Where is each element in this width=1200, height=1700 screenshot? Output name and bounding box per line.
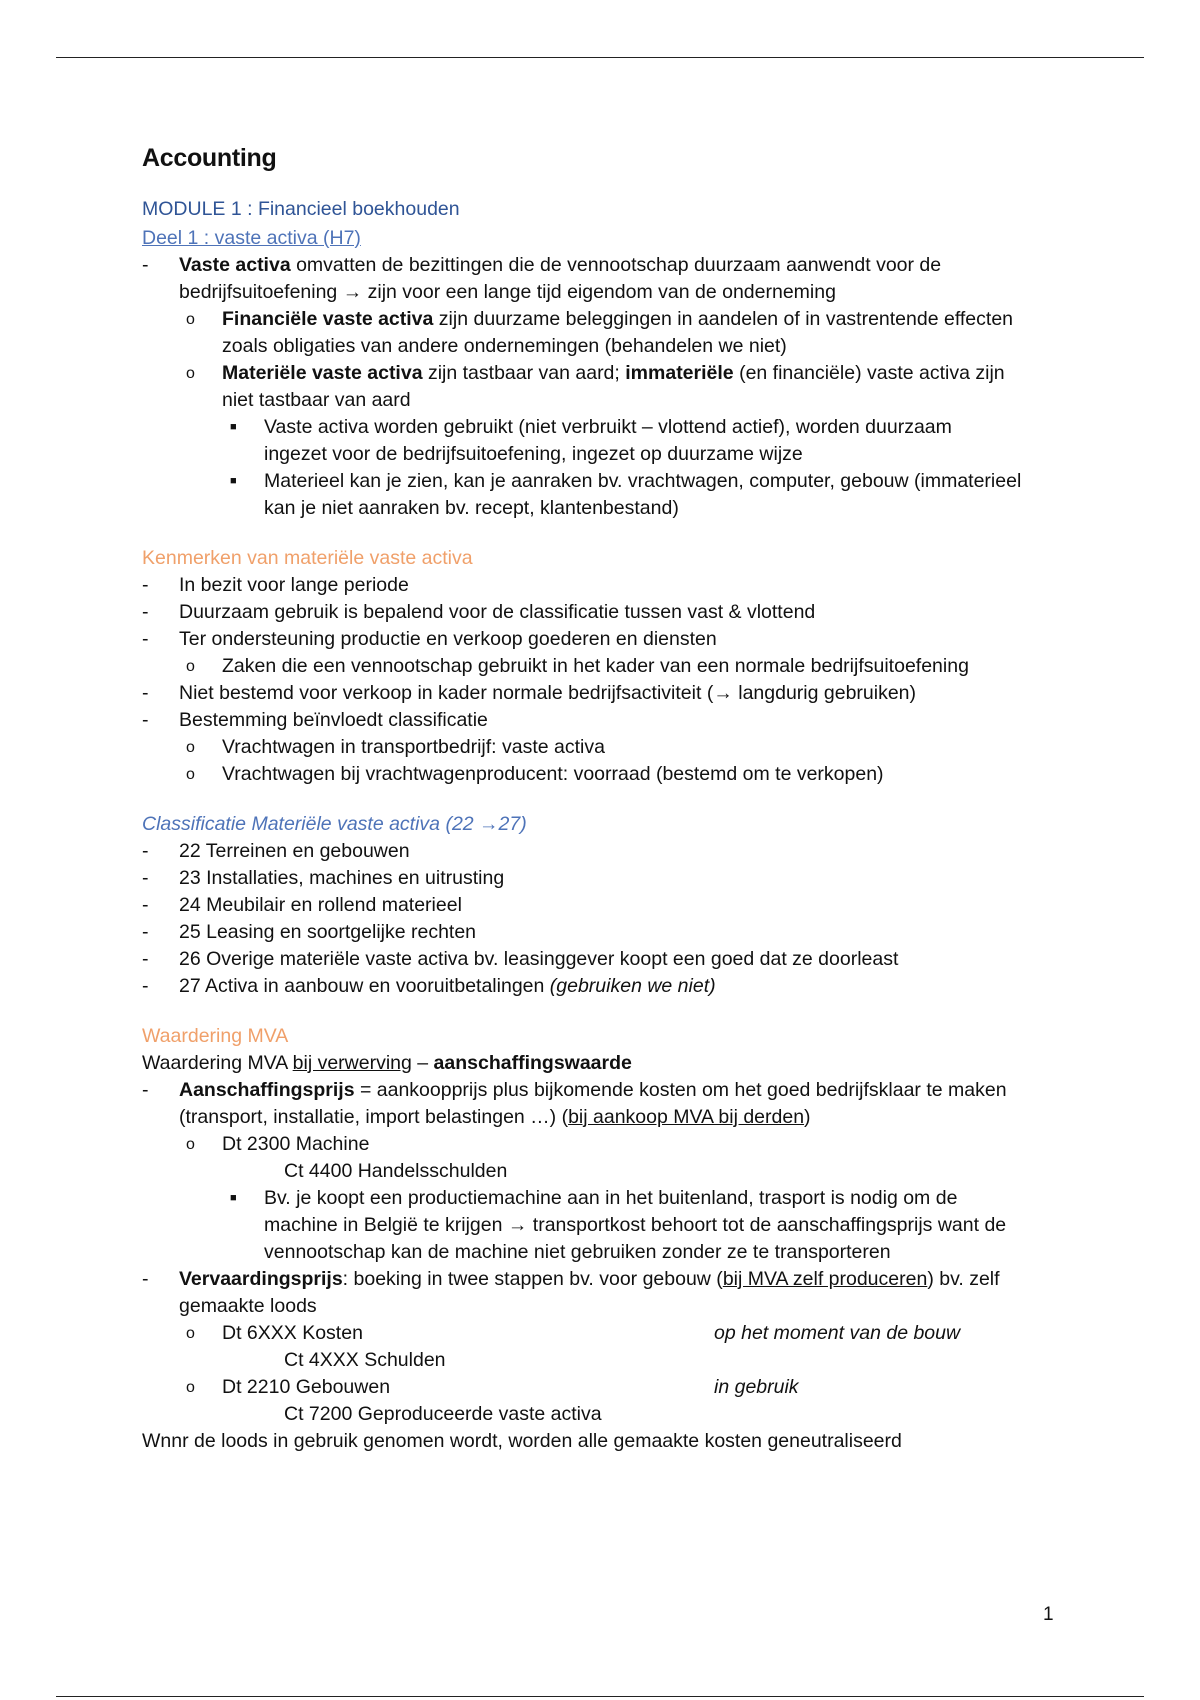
list-item: - Niet bestemd voor verkoop in kader normale bedrijfsactiviteit (→ langdurig gebruiken) — [142, 680, 1082, 707]
part-heading: Deel 1 : vaste activa (H7) — [142, 227, 361, 249]
circle-bullet: o — [186, 739, 195, 756]
dash-bullet: - — [142, 867, 149, 889]
document-title: Accounting — [142, 144, 277, 172]
dash-bullet: - — [142, 894, 149, 916]
list-item-continuation: niet tastbaar van aard — [222, 389, 411, 411]
list-item: o Financiële vaste activa zijn duurzame beleggingen in aandelen of in vastrentende effecten — [142, 306, 1082, 333]
dash-bullet: - — [142, 709, 149, 731]
list-item: - 26 Overige materiële vaste activa bv. leasinggever koopt een goed dat ze doorleast — [142, 946, 1082, 973]
list-item-continuation: vennootschap kan de machine niet gebruiken zonder ze te transporteren — [264, 1241, 891, 1263]
list-item: - 22 Terreinen en gebouwen — [142, 838, 1082, 865]
dash-bullet: - — [142, 921, 149, 943]
circle-bullet: o — [186, 311, 195, 328]
list-item: ■ Materieel kan je zien, kan je aanraken bv. vrachtwagen, computer, gebouw (immaterieel — [142, 468, 1082, 495]
list-item: o Materiële vaste activa zijn tastbaar van aard; immateriële (en financiële) vaste activa zijn — [142, 360, 1082, 387]
list-item-continuation: gemaakte loods — [179, 1295, 317, 1317]
page-number: 1 — [1043, 1604, 1054, 1625]
journal-entry-debit: o Dt 2300 Machine — [142, 1131, 1082, 1158]
list-item: - Ter ondersteuning productie en verkoop goederen en diensten — [142, 626, 1082, 653]
square-bullet: ■ — [230, 475, 237, 487]
dash-bullet: - — [142, 1268, 149, 1290]
list-item: - 24 Meubilair en rollend materieel — [142, 892, 1082, 919]
header-rule — [56, 57, 1144, 58]
journal-entry-credit: Ct 4XXX Schulden — [284, 1349, 446, 1371]
list-item: o Vrachtwagen in transportbedrijf: vaste activa — [142, 734, 1082, 761]
journal-entry-debit: o Dt 6XXX Kosten op het moment van de bouw — [142, 1320, 1082, 1347]
dash-bullet: - — [142, 948, 149, 970]
circle-bullet: o — [186, 766, 195, 783]
dash-bullet: - — [142, 254, 149, 276]
circle-bullet: o — [186, 1136, 195, 1153]
dash-bullet: - — [142, 682, 149, 704]
section-heading-kenmerken: Kenmerken van materiële vaste activa — [142, 547, 473, 569]
document-body — [142, 144, 1082, 1455]
paragraph: Waardering MVA bij verwerving – aanschaffingswaarde — [142, 1052, 632, 1074]
journal-note: in gebruik — [714, 1376, 799, 1398]
list-item: - 25 Leasing en soortgelijke rechten — [142, 919, 1082, 946]
list-item: - Aanschaffingsprijs = aankoopprijs plus bijkomende kosten om het goed bedrijfsklaar te maken — [142, 1077, 1082, 1104]
list-item: o Vrachtwagen bij vrachtwagenproducent: voorraad (bestemd om te verkopen) — [142, 761, 1082, 788]
list-item: o Zaken die een vennootschap gebruikt in het kader van een normale bedrijfsuitoefening — [142, 653, 1082, 680]
square-bullet: ■ — [230, 1192, 237, 1204]
list-item: - 27 Activa in aanbouw en vooruitbetalingen (gebruiken we niet) — [142, 973, 1082, 1000]
circle-bullet: o — [186, 365, 195, 382]
list-item-continuation: ingezet voor de bedrijfsuitoefening, ingezet op duurzame wijze — [264, 443, 803, 465]
list-item-continuation: kan je niet aanraken bv. recept, klantenbestand) — [264, 497, 679, 519]
dash-bullet: - — [142, 574, 149, 596]
list-item: - In bezit voor lange periode — [142, 572, 1082, 599]
circle-bullet: o — [186, 1325, 195, 1342]
journal-note: op het moment van de bouw — [714, 1322, 961, 1344]
square-bullet: ■ — [230, 421, 237, 433]
list-item-continuation: machine in België te krijgen → transportkost behoort tot de aanschaffingsprijs want de — [264, 1214, 1007, 1236]
dash-bullet: - — [142, 601, 149, 623]
list-item: - Duurzaam gebruik is bepalend voor de classificatie tussen vast & vlottend — [142, 599, 1082, 626]
journal-entry-credit: Ct 7200 Geproduceerde vaste activa — [284, 1403, 602, 1425]
dash-bullet: - — [142, 975, 149, 997]
circle-bullet: o — [186, 1379, 195, 1396]
list-item: - 23 Installaties, machines en uitrusting — [142, 865, 1082, 892]
circle-bullet: o — [186, 658, 195, 675]
list-item: ■ Bv. je koopt een productiemachine aan in het buitenland, trasport is nodig om de — [142, 1185, 1082, 1212]
journal-entry-debit: o Dt 2210 Gebouwen in gebruik — [142, 1374, 1082, 1401]
list-item-continuation: (transport, installatie, import belastingen …) (bij aankoop MVA bij derden) — [179, 1106, 811, 1128]
list-item-continuation: bedrijfsuitoefening → zijn voor een lange tijd eigendom van de onderneming — [179, 281, 836, 303]
dash-bullet: - — [142, 1079, 149, 1101]
section-heading-waardering: Waardering MVA — [142, 1025, 289, 1047]
dash-bullet: - — [142, 628, 149, 650]
section-heading-classificatie: Classificatie Materiële vaste activa (22 →27) — [142, 813, 527, 835]
list-item: ■ Vaste activa worden gebruikt (niet verbruikt – vlottend actief), worden duurzaam — [142, 414, 1082, 441]
list-item: - Vervaardingsprijs: boeking in twee stappen bv. voor gebouw (bij MVA zelf produceren) bv. zelf — [142, 1266, 1082, 1293]
paragraph: Wnnr de loods in gebruik genomen wordt, worden alle gemaakte kosten geneutraliseerd — [142, 1430, 902, 1452]
footer-rule — [56, 1696, 1144, 1697]
list-item: - Vaste activa omvatten de bezittingen die de vennootschap duurzaam aanwendt voor de — [142, 252, 1082, 279]
journal-entry-credit: Ct 4400 Handelsschulden — [284, 1160, 508, 1182]
module-heading: MODULE 1 : Financieel boekhouden — [142, 198, 460, 220]
list-item-continuation: zoals obligaties van andere ondernemingen (behandelen we niet) — [222, 335, 787, 357]
list-item: - Bestemming beïnvloedt classificatie — [142, 707, 1082, 734]
dash-bullet: - — [142, 840, 149, 862]
